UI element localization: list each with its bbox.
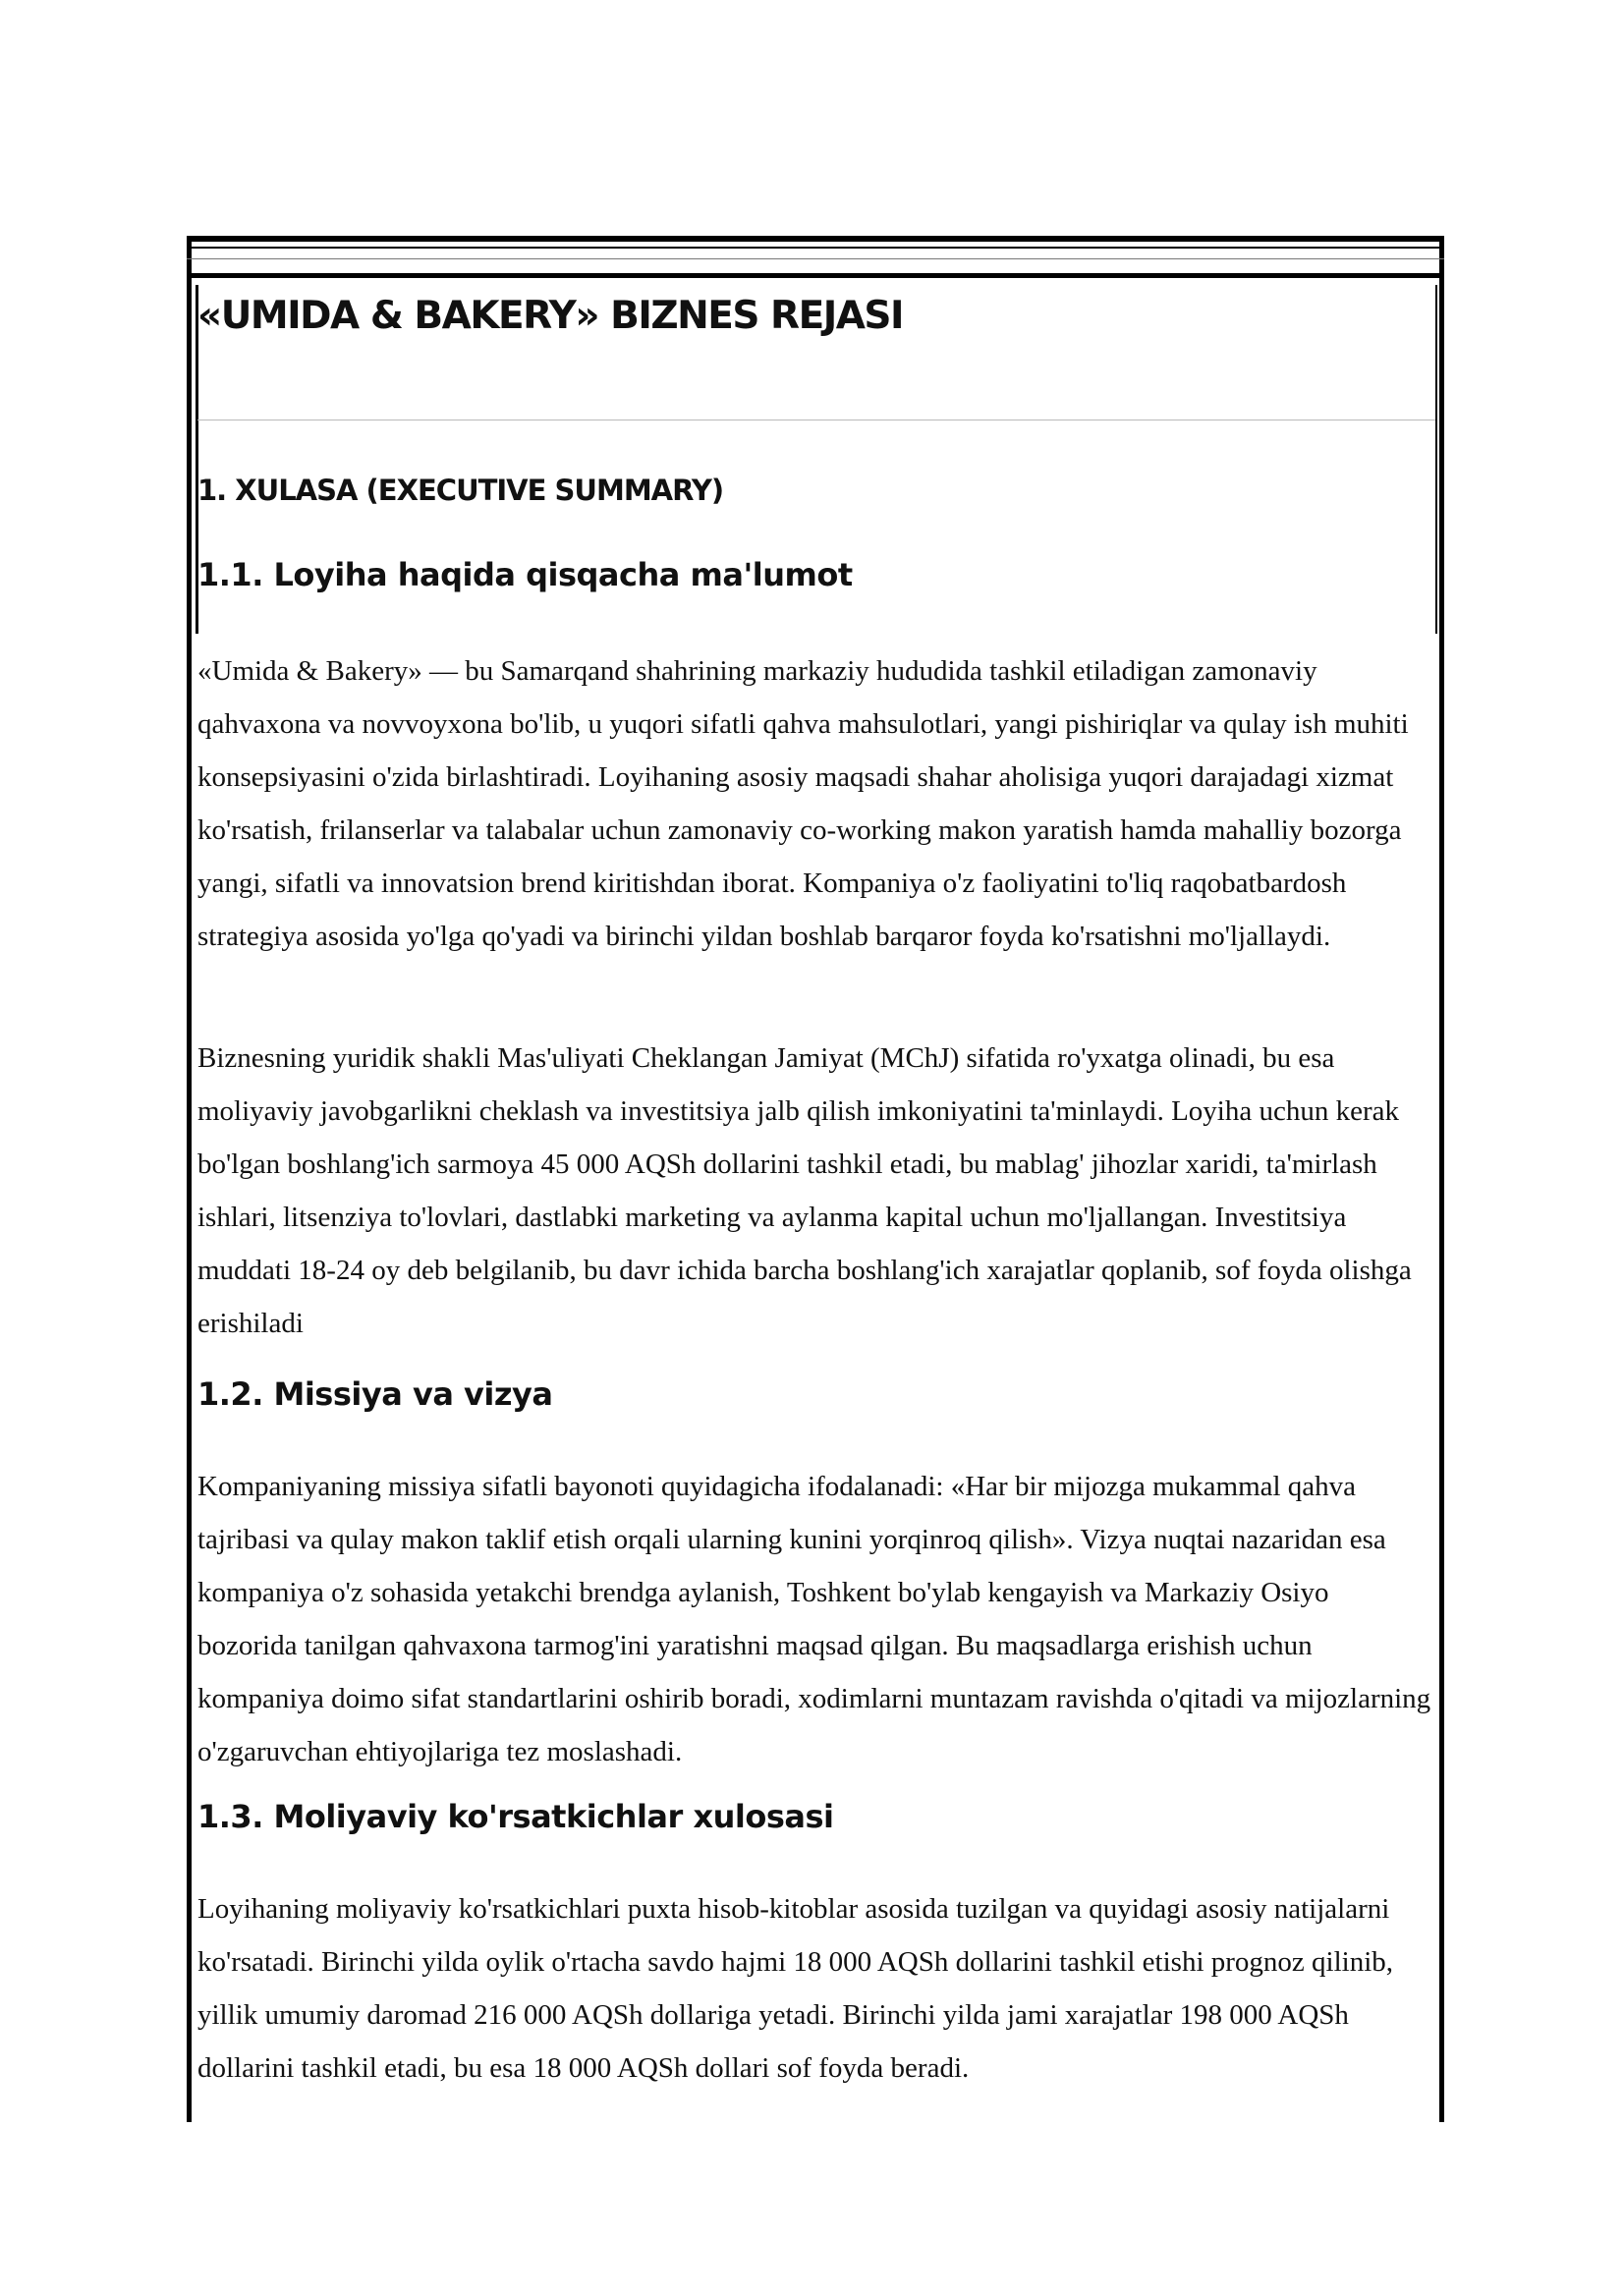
paragraph-1-1-a: «Umida & Bakery» — bu Samarqand shahrining markaziy hududida tashkil etiladigan zamonaviy qahvaxona va novvoyxona bo'lib, u yuqori sifatli qahva mahsulotlari, yangi pishiriqlar va qulay ish muhiti konsepsiyasini o'zida birlashtiradi. Loyihaning asosiy maqsadi shahar aholisiga yuqori darajadagi xizmat ko'rsatish, frilanserlar va talabalar uchun zamonaviy co-working makon yaratish hamda mahalliy bozorga yangi, sifatli va innovatsion brend kiritishdan iborat. Kompaniya o'z faoliyatini to'liq raqobatbardosh strategiya asosida yo'lga qo'yadi va birinchi yildan boshlab barqaror foyda ko'rsatishni mo'ljallaydi.: [197, 655, 1409, 952]
paragraph-1-1-b: Biznesning yuridik shakli Mas'uliyati Cheklangan Jamiyat (MChJ) sifatida ro'yxatga olinadi, bu esa moliyaviy javobgarlikni cheklash va investitsiya jalb qilish imkoniyatini ta'minlaydi. Loyiha uchun kerak bo'lgan boshlang'ich sarmoya 45 000 AQSh dollarini tashkil etadi, bu mablag' jihozlar xaridi, ta'mirlash ishlari, litsenziya to'lovlari, dastlabki marketing va aylanma kapital uchun mo'ljallangan. Investitsiya muddati 18-24 oy deb belgilanib, bu davr ichida barcha boshlang'ich xarajatlar qoplanib, sof foyda olishga erishiladi: [197, 1042, 1412, 1339]
section-heading-1-3: 1.3. Moliyaviy ko'rsatkichlar xulosasi: [197, 1798, 834, 1835]
top-border-line: [187, 247, 1444, 249]
top-border-thin-line: [187, 258, 1444, 259]
paragraph-1-3: Loyihaning moliyaviy ko'rsatkichlari puxta hisob-kitoblar asosida tuzilgan va quyidagi asosiy natijalarni ko'rsatadi. Birinchi yilda oylik o'rtacha savdo hajmi 18 000 AQSh dollarini tashkil etishi prognoz qilinib, yillik umumiy daromad 216 000 AQSh dollariga yetadi. Birinchi yilda jami xarajatlar 198 000 AQSh dollarini tashkil etadi, bu esa 18 000 AQSh dollari sof foyda beradi.: [197, 1893, 1394, 2084]
section-heading-1-2: 1.2. Missiya va vizya: [197, 1375, 553, 1413]
top-border-thick-line: [187, 273, 1444, 278]
paragraph-1-2: Kompaniyaning missiya sifatli bayonoti quyidagicha ifodalanadi: «Har bir mijozga mukammal qahva tajribasi va qulay makon taklif etish orqali ularning kunini yorqinroq qilish». Vizya nuqtai nazaridan esa kompaniya o'z sohasida yetakchi brendga aylanish, Toshkent bo'ylab kengayish va Markaziy Osiyo bozorida tanilgan qahvaxona tarmog'ini yaratishni maqsad qilgan. Bu maqsadlarga erishish uchun kompaniya doimo sifat standartlarini oshirib boradi, xodimlarni muntazam ravishda o'qitadi va mijozlarning o'zgaruvchan ehtiyojlariga tez moslashadi.: [197, 1471, 1431, 1767]
header-box-right-line: [1435, 285, 1437, 634]
section-heading-1-1: 1.1. Loyiha haqida qisqacha ma'lumot: [197, 556, 853, 593]
section-heading-1: 1. XULASA (EXECUTIVE SUMMARY): [197, 474, 724, 507]
document-title: «UMIDA & BAKERY» BIZNES REJASI: [197, 294, 904, 338]
